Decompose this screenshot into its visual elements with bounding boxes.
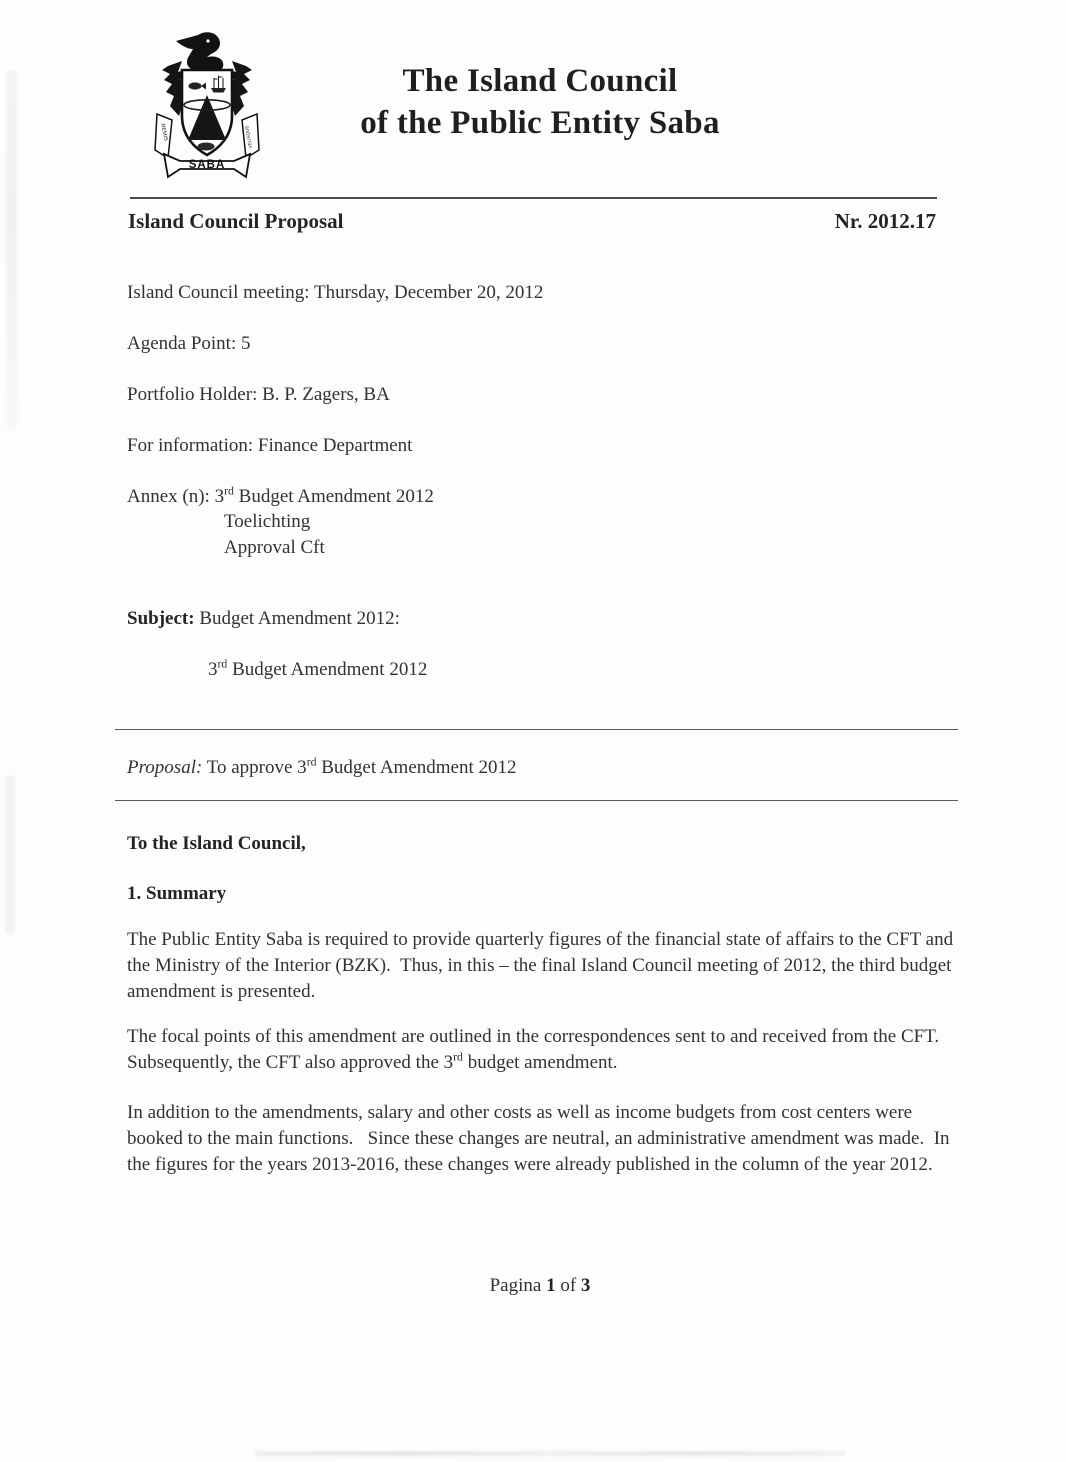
subject-line	[127, 607, 958, 631]
bird-eye	[206, 39, 209, 42]
subject-label: Subject:	[127, 608, 195, 629]
scan-artifact-bottom	[255, 1451, 845, 1456]
saba-banner-text: SABA	[188, 159, 226, 171]
proposal-sup: rd	[306, 755, 317, 769]
saba-coat-of-arms-icon	[148, 28, 266, 180]
proposal-post: Budget Amendment 2012	[316, 757, 517, 778]
document-title	[290, 60, 790, 144]
proposal-bar-title: Island Council Proposal	[128, 209, 344, 233]
salutation: To the Island Council,	[127, 833, 306, 854]
meeting-line: Island Council meeting: Thursday, December 20, 2012	[127, 282, 544, 303]
bird-icon	[176, 32, 223, 72]
document-body	[127, 281, 958, 1178]
subject2-pre: 3	[208, 659, 218, 680]
portfolio-line: Portfolio Holder: B. P. Zagers, BA	[127, 384, 390, 405]
rock-icon	[198, 143, 215, 151]
information-line: For information: Finance Department	[127, 435, 413, 456]
footer-page-number: 1	[546, 1275, 556, 1296]
annex-pre: Annex (n): 3	[127, 486, 225, 507]
annex-line-2: Toelichting	[224, 511, 311, 532]
footer-prefix: Pagina	[489, 1275, 547, 1296]
divider-below-proposal	[115, 800, 958, 801]
proposal-bar	[128, 209, 936, 234]
scan-artifact-left-2	[5, 775, 15, 935]
proposal-number: Nr. 2012.17	[834, 209, 936, 233]
page-footer	[0, 1275, 1066, 1297]
annex-line-3: Approval Cft	[224, 537, 325, 558]
paragraph-2-post: budget amendment.	[462, 1052, 618, 1073]
subject-text: Budget Amendment 2012:	[194, 608, 400, 629]
summary-heading: 1. Summary	[127, 883, 227, 904]
title-line-1: The Island Council	[402, 63, 678, 99]
paragraph-3: In addition to the amendments, salary and other costs as well as income budgets from cost centers were booked to the main functions. Since these changes are neutral, an administrative amendment was made. In the figures for the years 2013-2016, these changes were already published in the column of the year 2012.	[127, 1102, 955, 1175]
proposal-line	[127, 756, 958, 780]
subject2-sup: rd	[217, 657, 228, 671]
paragraph-2-sup: rd	[453, 1050, 463, 1064]
proposal-label: Proposal:	[127, 757, 203, 778]
subject-line-2	[127, 658, 958, 682]
annex-line	[127, 485, 958, 509]
agenda-line: Agenda Point: 5	[127, 333, 251, 354]
proposal-pre: To approve 3	[202, 757, 307, 778]
footer-middle: of	[555, 1275, 581, 1296]
annex-post: Budget Amendment 2012	[233, 486, 434, 507]
motto-right-text: VELISQUE	[244, 125, 253, 149]
motto-left-text: REMIS	[159, 123, 169, 142]
subject2-post: Budget Amendment 2012	[227, 659, 428, 680]
divider-above-proposal	[115, 729, 958, 730]
paragraph-2	[127, 1024, 958, 1076]
paragraph-2-pre: The focal points of this amendment are outlined in the correspondences sent to and received from the CFT. Subsequently, the CFT also approved the 3	[127, 1026, 949, 1073]
header-divider	[130, 197, 937, 199]
footer-page-total: 3	[580, 1275, 591, 1296]
title-line-2: of the Public Entity Saba	[360, 105, 720, 141]
scan-artifact-left	[6, 70, 17, 430]
paragraph-1: The Public Entity Saba is required to provide quarterly figures of the financial state of affairs to the CFT and the Ministry of the Interior (BZK). Thus, in this – the final Island Council meeting of 2012, the third budget amendment is presented.	[127, 929, 958, 1002]
annex-sup: rd	[224, 484, 234, 498]
